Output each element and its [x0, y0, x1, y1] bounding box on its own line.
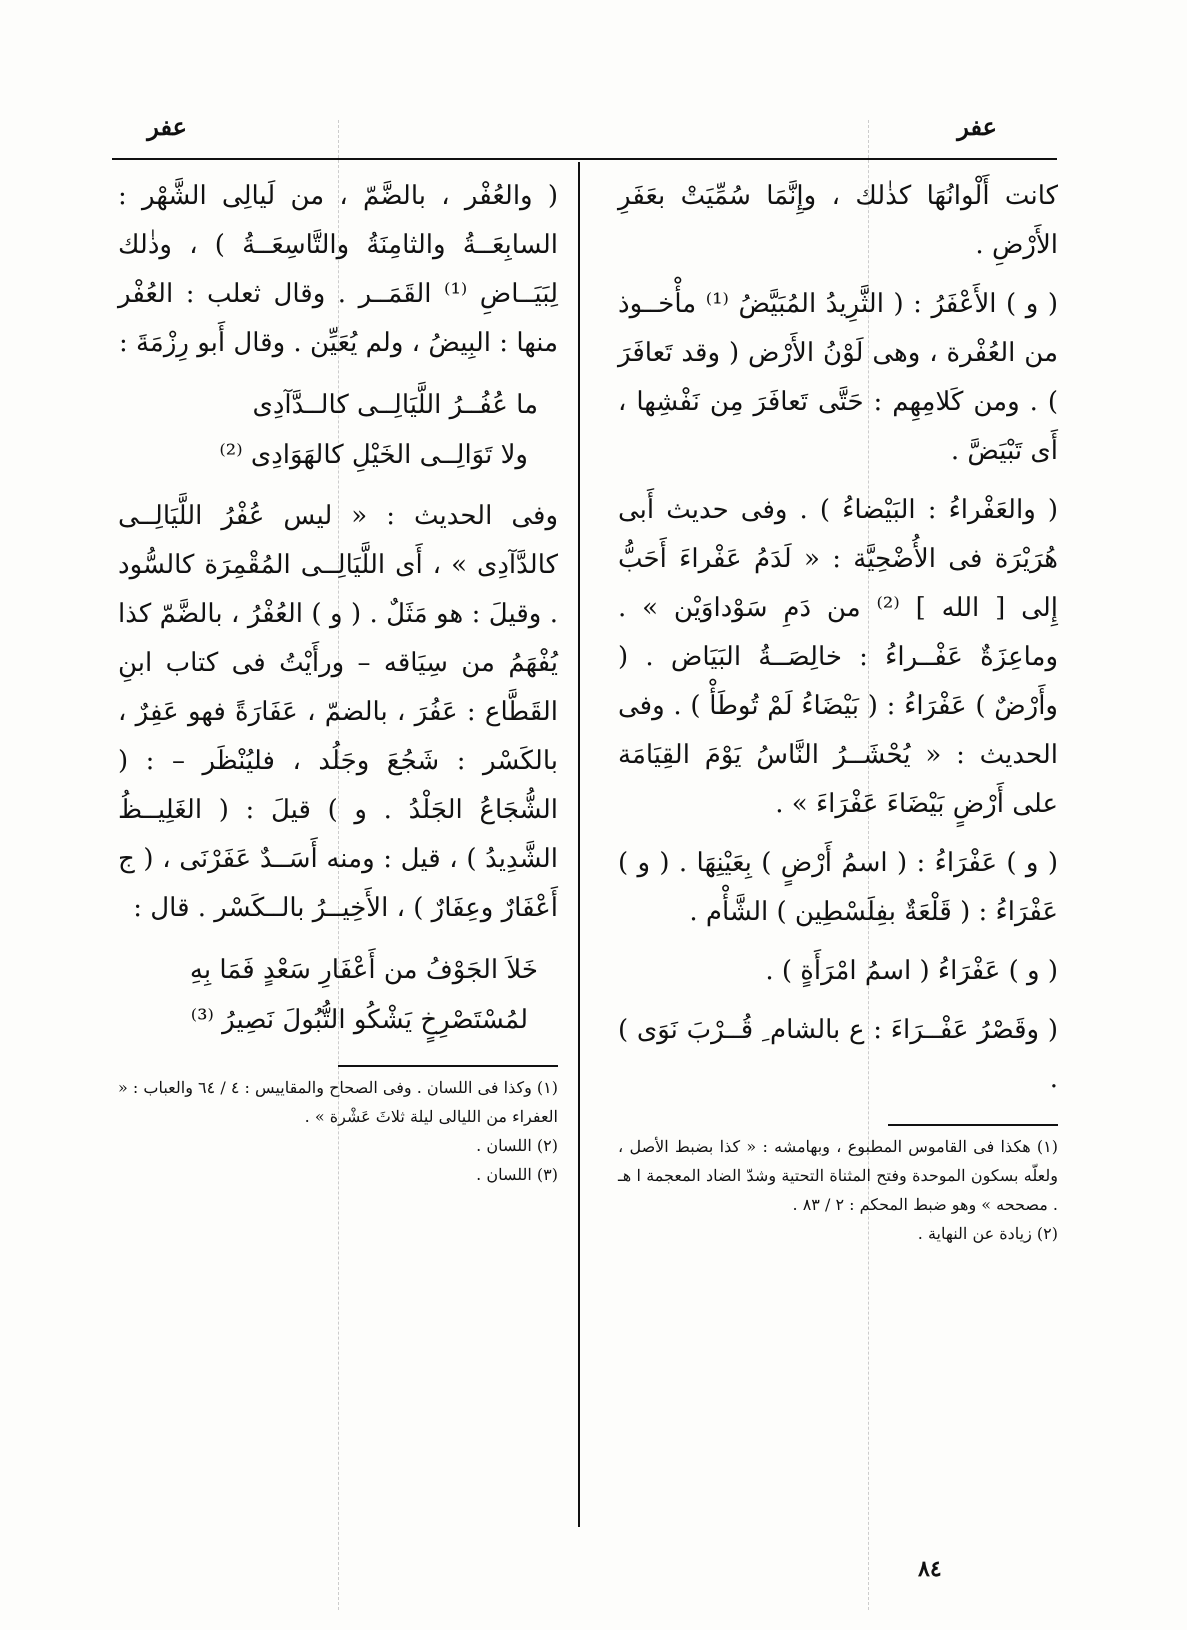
- poem-verse: [118, 380, 558, 480]
- paragraph: ( وقَصْرُ عَفْــرَاءَ : ع بالشام ِ قُــرْبَ نَوَى ) .: [618, 1015, 1058, 1094]
- right-column: [618, 172, 1058, 1248]
- poem-verse: [118, 945, 558, 1045]
- verse-line: خَلاَ الجَوْفُ من أَعْفَارِ سَعْدٍ فَمَا بِهِ: [189, 955, 538, 985]
- paragraph: ( والعَفْراءُ : البَيْضاءُ ) . وفى حديث أَبى هُرَيْرَة فى الأُضْحِيَّة : « لَدَمُ عَفْراءَ أَحَبُّ إِلى [ الله ] ⁽²⁾ من دَمِ سَوْداوَيْن » . وماعِزَةٌ عَفْــراءُ : خالِصَــةُ البَيَاض . ( وأَرْضٌ ) عَفْرَاءُ : ( بَيْضَاءُ لَمْ تُوطَأْ ) . وفى الحديث : « يُحْشَــرُ النَّاسُ يَوْمَ القِيَامَة على أَرْضٍ بَيْضَاءَ عَفْرَاءَ » .: [618, 495, 1058, 819]
- footnote: (١) هكذا فى القاموس المطبوع ، وبهامشه : « كذا بضبط الأصل ، ولعلّه بسكون الموحدة وفتح المثناة التحتية وشدّ الضاد المعجمة ا هـ . مصححه » وهو ضبط المحكم : ٢ / ٨٣ .: [618, 1137, 1058, 1214]
- running-head-left: عفر: [147, 112, 187, 141]
- running-head-right: عفر: [957, 112, 997, 141]
- paragraph: ( و ) عَفْرَاءُ ( اسمُ امْرَأَةٍ ) .: [765, 956, 1058, 986]
- footnote: (٢) زيادة عن النهاية .: [917, 1224, 1058, 1243]
- paragraph: ( و ) الأَعْفَرُ : ( الثَّرِيدُ المُبَيَّضُ ⁽¹⁾ مأْخــوذ من العُفْرة ، وهى لَوْنُ الأَرْض ( وقد تَعافَرَ ) . ومن كَلامِهِم : حَتَّى تَعافَرَ مِن نَفْشِها ، أَى تَبْيَضَّ .: [618, 289, 1058, 466]
- header-rule: [112, 158, 1057, 160]
- verse-line: لمُسْتَصْرِخٍ يَشْكُو التُّبُولَ نَصِيرُ ⁽³⁾: [190, 1005, 528, 1035]
- footnote-rule: [338, 1065, 558, 1067]
- footnotes: [618, 1132, 1058, 1248]
- footnote: (٣) اللسان .: [476, 1165, 558, 1184]
- column-divider: [578, 162, 580, 1527]
- verse-line: ولا تَوَالِــى الخَيْلِ كالهَوَادِى ⁽²⁾: [219, 440, 528, 470]
- page-number: ٨٤: [918, 1556, 942, 1582]
- footnote-rule: [888, 1124, 1058, 1126]
- paragraph: وفى الحديث : « ليس عُفْرُ اللَّيَالِــى كالدَّآدِى » ، أَى اللَّيَالِــى المُقْمِرَة كالسُّود . وقيلَ : هو مَثَلٌ . ( و ) العُفْرُ ، بالضَّمّ كذا يُفْهَمُ من سِيَاقه – ورأَيْتُ فى كتاب ابنِ القَطَّاع : عَفُرَ ، بالضمّ ، عَفَارَةً فهو عَفِرٌ ، بالكَسْر : شَجُعَ وجَلُد ، فليُنْظَر – : ( الشُّجَاعُ الجَلْدُ . و ) قيلَ : ( الغَلِيــظُ الشَّدِيدُ ) ، قيل : ومنه أَسَــدٌ عَفَرْنَى ، ( ج أَعْفَارٌ وعِفَارٌ ) ، الأَخِيــرُ بالــكَسْر . قال :: [118, 501, 558, 923]
- footnotes: [118, 1073, 558, 1189]
- paragraph: ( والعُفْر ، بالضَّمّ ، من لَيالِى الشَّهْر : السابِعَــةُ والثامِنَةُ والتَّاسِعَــةُ ) ، وذٰلك لِبَيَــاضِ ⁽¹⁾ القَمَــر . وقال ثعلب : العُفْر منها : البِيضُ ، ولم يُعَيِّن . وقال أَبو رِزْمَةَ :: [118, 181, 558, 358]
- left-column: [118, 172, 558, 1189]
- paragraph: كانت أَلْوانُهَا كذٰلك ، وإِنَّمَا سُمِّيَتْ بعَفَرِ الأَرْضِ .: [618, 181, 1058, 260]
- verse-line: ما عُفُــرُ اللَّيَالِــى كالــدَّآدِى: [252, 390, 538, 420]
- footnote: (١) وكذا فى اللسان . وفى الصحاح والمقاييس : ٤ / ٦٤ والعباب : « العفراء من الليالى ليلة ثلاثَ عَشْرة » .: [118, 1078, 559, 1126]
- footnote: (٢) اللسان .: [476, 1136, 558, 1155]
- paragraph: ( و ) عَفْرَاءُ : ( اسمُ أَرْضٍ ) بِعَيْنِهَا . ( و ) عَفْرَاءُ : ( قَلْعَةٌ بفِلَسْطِين ) الشَّأْم .: [618, 848, 1058, 927]
